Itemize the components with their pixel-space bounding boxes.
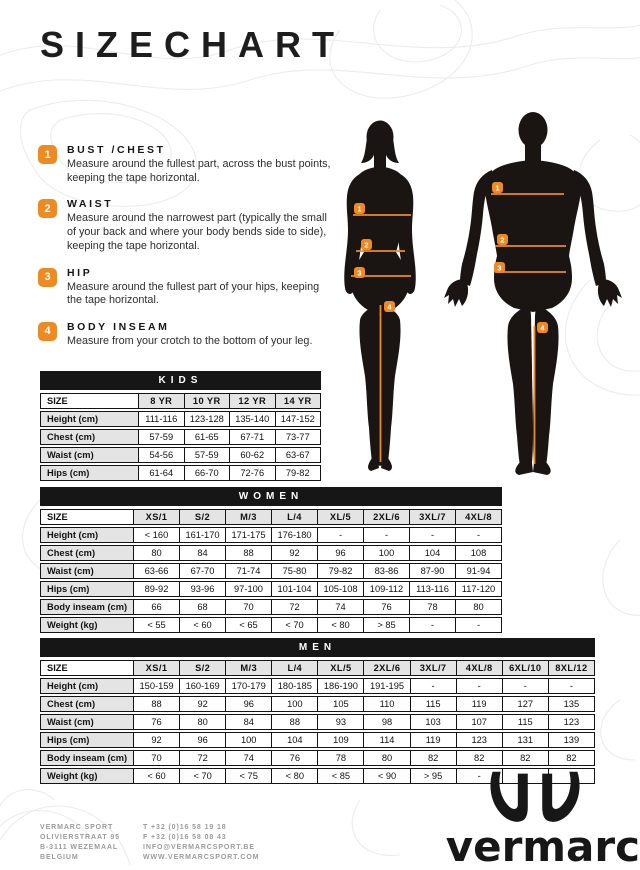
table-cell: 101-104 — [271, 582, 317, 596]
table-cell: 61-65 — [184, 430, 230, 444]
instruction-body-inseam — [38, 321, 334, 349]
table-row — [40, 545, 502, 561]
table-cell: 191-195 — [363, 679, 409, 693]
table-row — [40, 750, 595, 766]
table-cell: 135 — [548, 697, 594, 711]
table-cell: 104 — [271, 733, 317, 747]
footer-line: VERMARC SPORT — [40, 823, 114, 831]
table-cell: M/3 — [225, 510, 271, 524]
table-cell: > 85 — [363, 618, 409, 632]
table-cell: 63-67 — [275, 448, 321, 462]
table-cell: 80 — [363, 751, 409, 765]
table-cell: 2XL/6 — [363, 661, 409, 675]
table-cell: 8XL/12 — [548, 661, 594, 675]
table-cell: 161-170 — [179, 528, 225, 542]
table-cell: 96 — [225, 697, 271, 711]
table-cell: < 70 — [179, 769, 225, 783]
table-cell: < 70 — [271, 618, 317, 632]
footer-fax: F +32 (0)16 58 08 43 — [143, 833, 227, 841]
table-cell: 114 — [363, 733, 409, 747]
table-cell: 93-96 — [179, 582, 225, 596]
table-cell: < 60 — [133, 769, 179, 783]
footer-email: INFO@VERMARCSPORT.BE — [143, 843, 255, 851]
table-cell: 74 — [225, 751, 271, 765]
table-cell: 186-190 — [317, 679, 363, 693]
table-cell: < 90 — [363, 769, 409, 783]
instruction-heading: BUST /CHEST — [67, 144, 166, 156]
table-cell: 147-152 — [275, 412, 321, 426]
table-cell: < 60 — [179, 618, 225, 632]
table-cell: 131 — [502, 733, 548, 747]
table-row — [40, 411, 321, 427]
instruction-heading: WAIST — [67, 198, 114, 211]
instruction-body: Measure from your crotch to the bottom of your leg. — [67, 334, 313, 347]
table-cell: < 55 — [133, 618, 179, 632]
vermarc-logo-mark-icon — [470, 770, 600, 826]
table-cell: 170-179 — [225, 679, 271, 693]
instruction-heading: BODY INSEAM — [67, 320, 170, 333]
table-cell: M/3 — [225, 661, 271, 675]
table-cell: 110 — [363, 697, 409, 711]
footer-website: WWW.VERMARCSPORT.COM — [143, 853, 260, 861]
footer-contact-block — [40, 824, 259, 862]
table-cell: L/4 — [271, 661, 317, 675]
footer-contact — [143, 824, 259, 862]
table-cell: 3XL/7 — [410, 661, 456, 675]
page-title: SIZECHART — [40, 24, 345, 65]
table-cell: 54-56 — [138, 448, 184, 462]
table-cell: 100 — [225, 733, 271, 747]
table-cell: 105-108 — [317, 582, 363, 596]
table-cell: 12 YR — [229, 394, 275, 408]
table-cell: 123 — [548, 715, 594, 729]
table-cell: 82 — [502, 751, 548, 765]
row-label-cell: Hips (cm) — [41, 733, 133, 747]
table-cell: L/4 — [271, 510, 317, 524]
table-cell: 66-70 — [184, 466, 230, 480]
table-row — [40, 617, 502, 633]
table-cell: S/2 — [179, 510, 225, 524]
table-cell: 103 — [410, 715, 456, 729]
table-cell: 60-62 — [229, 448, 275, 462]
step-2-badge: 2 — [38, 199, 57, 218]
measurement-instructions — [38, 144, 334, 349]
table-cell: 105 — [317, 697, 363, 711]
table-cell: 76 — [271, 751, 317, 765]
female-marker-4: 4 — [387, 302, 392, 312]
row-label-cell: Chest (cm) — [41, 546, 133, 560]
table-cell: 115 — [410, 697, 456, 711]
table-cell: 100 — [271, 697, 317, 711]
table-cell: 135-140 — [229, 412, 275, 426]
instruction-bust-chest — [38, 144, 334, 185]
table-title: KIDS — [40, 371, 321, 390]
table-cell: 88 — [271, 715, 317, 729]
table-cell: 84 — [179, 546, 225, 560]
table-cell: < 160 — [133, 528, 179, 542]
table-cell: 70 — [133, 751, 179, 765]
row-label-cell: SIZE — [41, 510, 133, 524]
table-row — [40, 581, 502, 597]
table-cell: 117-120 — [455, 582, 501, 596]
table-cell: - — [409, 618, 455, 632]
body-measurement-figures — [328, 106, 632, 482]
table-cell: - — [456, 769, 502, 783]
table-cell: 76 — [363, 600, 409, 614]
table-cell: 82 — [456, 751, 502, 765]
table-cell: 111-116 — [138, 412, 184, 426]
women-size-table — [40, 487, 502, 635]
footer-line: B-3111 WEZEMAAL — [40, 843, 119, 851]
table-cell: 104 — [409, 546, 455, 560]
table-cell: 79-82 — [275, 466, 321, 480]
table-cell: - — [410, 679, 456, 693]
male-marker-1: 1 — [495, 183, 500, 193]
table-row — [40, 696, 595, 712]
instruction-hip — [38, 267, 334, 308]
male-marker-4: 4 — [540, 323, 545, 333]
table-cell: XL/5 — [317, 510, 363, 524]
table-cell: 80 — [455, 600, 501, 614]
table-cell: 78 — [409, 600, 455, 614]
table-cell: XS/1 — [133, 661, 179, 675]
table-cell: 57-59 — [184, 448, 230, 462]
table-cell: 78 — [317, 751, 363, 765]
table-cell: 176-180 — [271, 528, 317, 542]
step-3-badge: 3 — [38, 268, 57, 287]
table-cell: 150-159 — [133, 679, 179, 693]
row-label-cell: Weight (kg) — [41, 618, 133, 632]
table-cell: - — [456, 679, 502, 693]
table-cell: 67-70 — [179, 564, 225, 578]
table-cell: 68 — [179, 600, 225, 614]
table-row — [40, 527, 502, 543]
table-cell: 109-112 — [363, 582, 409, 596]
table-cell: 8 YR — [138, 394, 184, 408]
table-cell: 97-100 — [225, 582, 271, 596]
kids-size-table — [40, 371, 321, 483]
table-cell: - — [502, 679, 548, 693]
table-cell: 108 — [455, 546, 501, 560]
table-cell: 76 — [133, 715, 179, 729]
vermarc-wordmark: vermarc — [445, 822, 640, 870]
table-cell: 160-169 — [179, 679, 225, 693]
men-size-table — [40, 638, 595, 786]
table-cell: 119 — [456, 697, 502, 711]
footer-phone: T +32 (0)16 58 19 18 — [143, 823, 227, 831]
footer-line: BELGIUM — [40, 853, 79, 861]
table-cell: 107 — [456, 715, 502, 729]
table-cell: 88 — [225, 546, 271, 560]
table-cell: > 95 — [410, 769, 456, 783]
female-marker-1: 1 — [357, 204, 362, 214]
table-cell: 119 — [410, 733, 456, 747]
row-label-cell: Waist (cm) — [41, 715, 133, 729]
row-label-cell: Height (cm) — [41, 412, 138, 426]
row-label-cell: Body inseam (cm) — [41, 751, 133, 765]
footer-line: OLIVIERSTRAAT 95 — [40, 833, 121, 841]
table-cell: 83-86 — [363, 564, 409, 578]
table-header-row — [40, 393, 321, 409]
table-cell: 139 — [548, 733, 594, 747]
table-row — [40, 599, 502, 615]
table-cell: 123-128 — [184, 412, 230, 426]
table-cell: 82 — [410, 751, 456, 765]
table-cell: 113-116 — [409, 582, 455, 596]
table-cell: 89-92 — [133, 582, 179, 596]
table-title: MEN — [40, 638, 595, 657]
row-label-cell: Height (cm) — [41, 679, 133, 693]
table-cell: 92 — [133, 733, 179, 747]
row-label-cell: Waist (cm) — [41, 448, 138, 462]
vermarc-logo — [432, 768, 640, 868]
table-cell: 84 — [225, 715, 271, 729]
table-row — [40, 714, 595, 730]
table-row — [40, 563, 502, 579]
table-row — [40, 465, 321, 481]
table-cell: 66 — [133, 600, 179, 614]
table-title: WOMEN — [40, 487, 502, 506]
table-cell: - — [317, 528, 363, 542]
table-cell: < 75 — [225, 769, 271, 783]
table-header-row — [40, 660, 595, 676]
table-cell: 2XL/6 — [363, 510, 409, 524]
table-cell: 123 — [456, 733, 502, 747]
step-1-badge: 1 — [38, 145, 57, 164]
row-label-cell: Waist (cm) — [41, 564, 133, 578]
table-row — [40, 429, 321, 445]
table-cell: 4XL/8 — [456, 661, 502, 675]
table-cell: 82 — [548, 751, 594, 765]
table-cell: < 80 — [317, 618, 363, 632]
row-label-cell: SIZE — [41, 661, 133, 675]
table-row — [40, 732, 595, 748]
table-cell: 180-185 — [271, 679, 317, 693]
table-cell: 88 — [133, 697, 179, 711]
table-cell: 79-82 — [317, 564, 363, 578]
male-marker-3: 3 — [497, 263, 502, 273]
table-cell: 96 — [317, 546, 363, 560]
table-cell: 72 — [271, 600, 317, 614]
row-label-cell: SIZE — [41, 394, 138, 408]
male-silhouette — [444, 112, 622, 475]
table-cell: 4XL/8 — [455, 510, 501, 524]
table-cell: 72-76 — [229, 466, 275, 480]
instruction-waist — [38, 198, 334, 253]
table-cell: 14 YR — [275, 394, 321, 408]
table-cell: < 80 — [271, 769, 317, 783]
table-cell: - — [455, 618, 501, 632]
table-cell: 74 — [317, 600, 363, 614]
table-cell: - — [548, 679, 594, 693]
table-cell: 57-59 — [138, 430, 184, 444]
instruction-heading: HIP — [67, 266, 93, 279]
row-label-cell: Body inseam (cm) — [41, 600, 133, 614]
row-label-cell: Chest (cm) — [41, 697, 133, 711]
table-cell: S/2 — [179, 661, 225, 675]
table-cell: 6XL/10 — [502, 661, 548, 675]
table-cell: 63-66 — [133, 564, 179, 578]
instruction-body: Measure around the fullest part, across the bust points, keeping the tape horizontal. — [67, 158, 331, 184]
table-cell: XS/1 — [133, 510, 179, 524]
female-marker-2: 2 — [364, 240, 369, 250]
row-label-cell: Hips (cm) — [41, 466, 138, 480]
table-cell: 92 — [179, 697, 225, 711]
row-label-cell: Height (cm) — [41, 528, 133, 542]
row-label-cell: Chest (cm) — [41, 430, 138, 444]
table-cell: 3XL/7 — [409, 510, 455, 524]
table-cell: 87-90 — [409, 564, 455, 578]
table-cell: 96 — [179, 733, 225, 747]
table-cell: - — [363, 528, 409, 542]
table-cell: 70 — [225, 600, 271, 614]
table-cell: 171-175 — [225, 528, 271, 542]
instruction-body: Measure around the narrowest part (typically the small of your back and where your body bends side to side), keeping the tape horizontal. — [67, 212, 327, 252]
male-marker-2: 2 — [500, 235, 505, 245]
table-cell: - — [455, 528, 501, 542]
row-label-cell: Hips (cm) — [41, 582, 133, 596]
table-cell: 91-94 — [455, 564, 501, 578]
table-row — [40, 447, 321, 463]
table-cell: 75-80 — [271, 564, 317, 578]
table-cell: 61-64 — [138, 466, 184, 480]
table-cell: 73-77 — [275, 430, 321, 444]
table-header-row — [40, 509, 502, 525]
step-4-badge: 4 — [38, 322, 57, 341]
table-row — [40, 678, 595, 694]
table-cell: 93 — [317, 715, 363, 729]
table-cell: 72 — [179, 751, 225, 765]
table-cell: 80 — [179, 715, 225, 729]
table-cell: 10 YR — [184, 394, 230, 408]
table-cell: 67-71 — [229, 430, 275, 444]
table-cell: 92 — [271, 546, 317, 560]
female-marker-3: 3 — [357, 268, 362, 278]
row-label-cell: Weight (kg) — [41, 769, 133, 783]
table-cell: 71-74 — [225, 564, 271, 578]
table-cell: 98 — [363, 715, 409, 729]
table-cell: 127 — [502, 697, 548, 711]
instruction-body: Measure around the fullest part of your hips, keeping the tape horizontal. — [67, 280, 320, 307]
table-cell: < 85 — [317, 769, 363, 783]
table-cell: 109 — [317, 733, 363, 747]
table-cell: - — [409, 528, 455, 542]
table-cell: 115 — [502, 715, 548, 729]
footer-address — [40, 824, 120, 862]
table-cell: 100 — [363, 546, 409, 560]
table-cell: 80 — [133, 546, 179, 560]
table-cell: XL/5 — [317, 661, 363, 675]
table-cell: < 65 — [225, 618, 271, 632]
